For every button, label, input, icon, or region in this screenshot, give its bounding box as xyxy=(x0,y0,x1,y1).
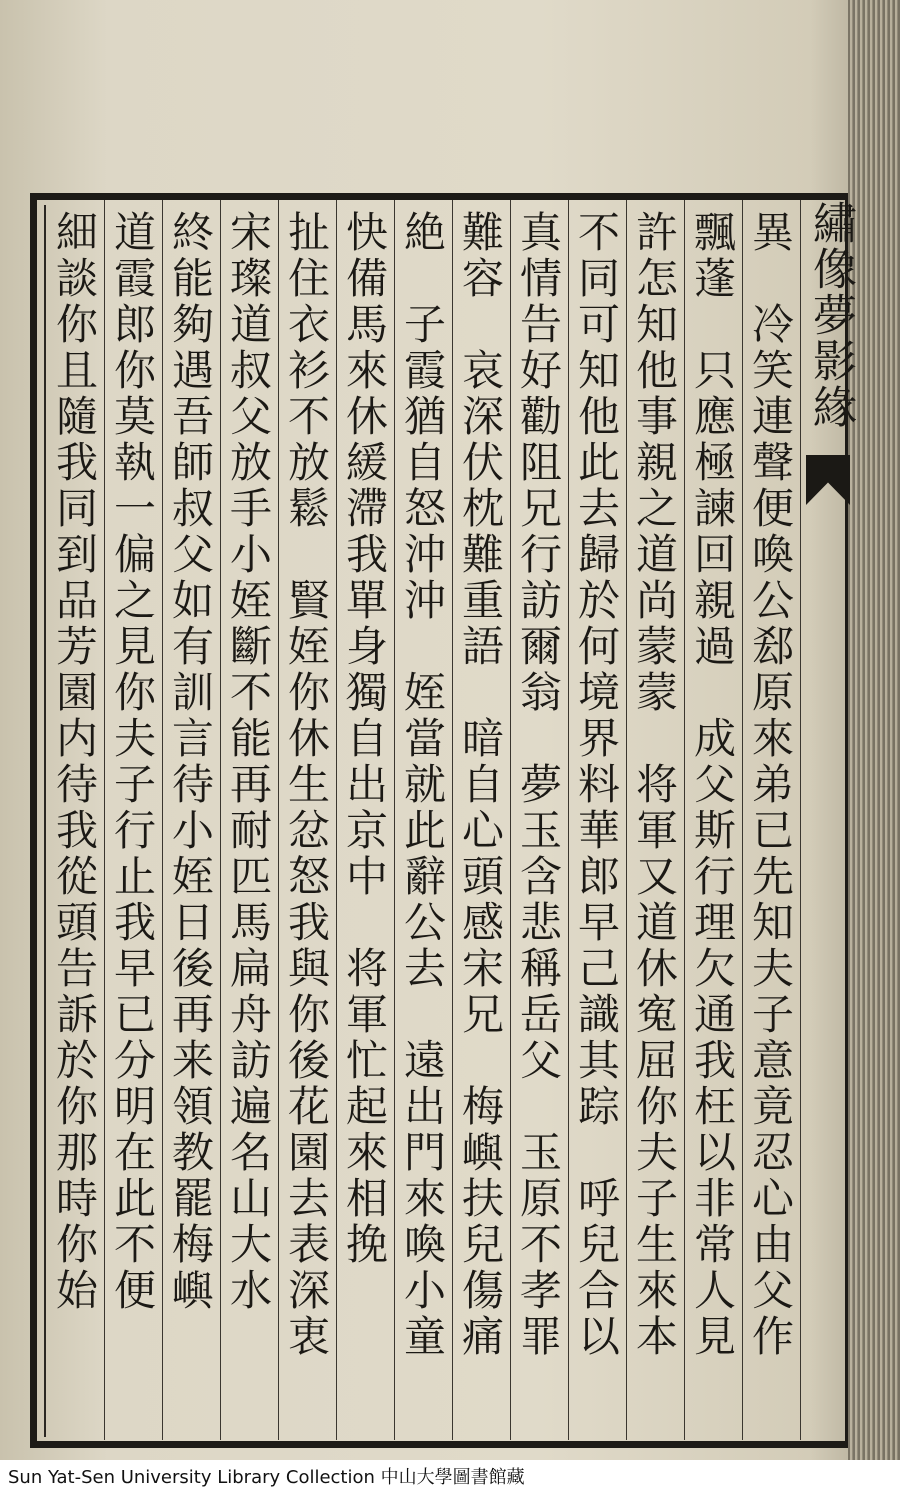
text-column: 異 冷笑連聲便喚公郄原來弟已先知夫子意竟忍心由父作 xyxy=(746,210,795,1360)
text-column: 不同可知他此去歸於何境界料華郎早己識其踪 呼兒合以 xyxy=(572,210,621,1360)
text-column: 快備馬來休緩滯我單身獨自出京中 将軍忙起來相挽 xyxy=(340,210,389,1268)
column-rule xyxy=(336,200,337,1440)
column-rule xyxy=(800,200,801,1440)
column-rule xyxy=(394,200,395,1440)
column-rule xyxy=(568,200,569,1440)
collection-footer: Sun Yat-Sen University Library Collection 中山大學圖書館藏 xyxy=(0,1460,900,1495)
text-column: 真情告好勸阻兄行訪爾翁 夢玉含悲稱岳父 玉原不孝罪 xyxy=(514,210,563,1360)
text-column: 終能夠遇吾師叔父如有訓言待小姪日後再来領教罷梅嶼 xyxy=(166,210,215,1314)
column-rule xyxy=(278,200,279,1440)
column-rule xyxy=(510,200,511,1440)
text-column: 細談你且隨我同到品芳園内待我從頭告訴於你那時你始 xyxy=(50,210,99,1314)
text-column: 飄蓬 只應極諫回親過 成父斯行理欠通我枉以非常人見 xyxy=(688,210,737,1360)
text-column: 難容 哀深伏枕難重語 暗自心頭感宋兄 梅嶼扶兒傷痛 xyxy=(456,210,505,1360)
text-column: 許怎知他事親之道尚蒙蒙 将軍又道休寃屈你夫子生來本 xyxy=(630,210,679,1360)
column-rule xyxy=(104,200,105,1440)
column-rule xyxy=(452,200,453,1440)
margin-title: 繡像夢影緣 xyxy=(805,200,856,430)
column-rule xyxy=(742,200,743,1440)
text-column: 道霞郎你莫執一偏之見你夫子行止我早已分明在此不便 xyxy=(108,210,157,1314)
text-column: 絶 子霞猶自怒沖沖 姪當就此辭公去 遠出門來喚小童 xyxy=(398,210,447,1360)
column-rule xyxy=(684,200,685,1440)
column-rule xyxy=(626,200,627,1440)
text-column: 宋璨道叔父放手小姪斷不能再耐匹馬扁舟訪遍名山大水 xyxy=(224,210,273,1314)
column-rule xyxy=(162,200,163,1440)
column-rule xyxy=(220,200,221,1440)
text-column: 扯住衣衫不放鬆 賢姪你休生忿怒我與你後花園去表深衷 xyxy=(282,210,331,1360)
